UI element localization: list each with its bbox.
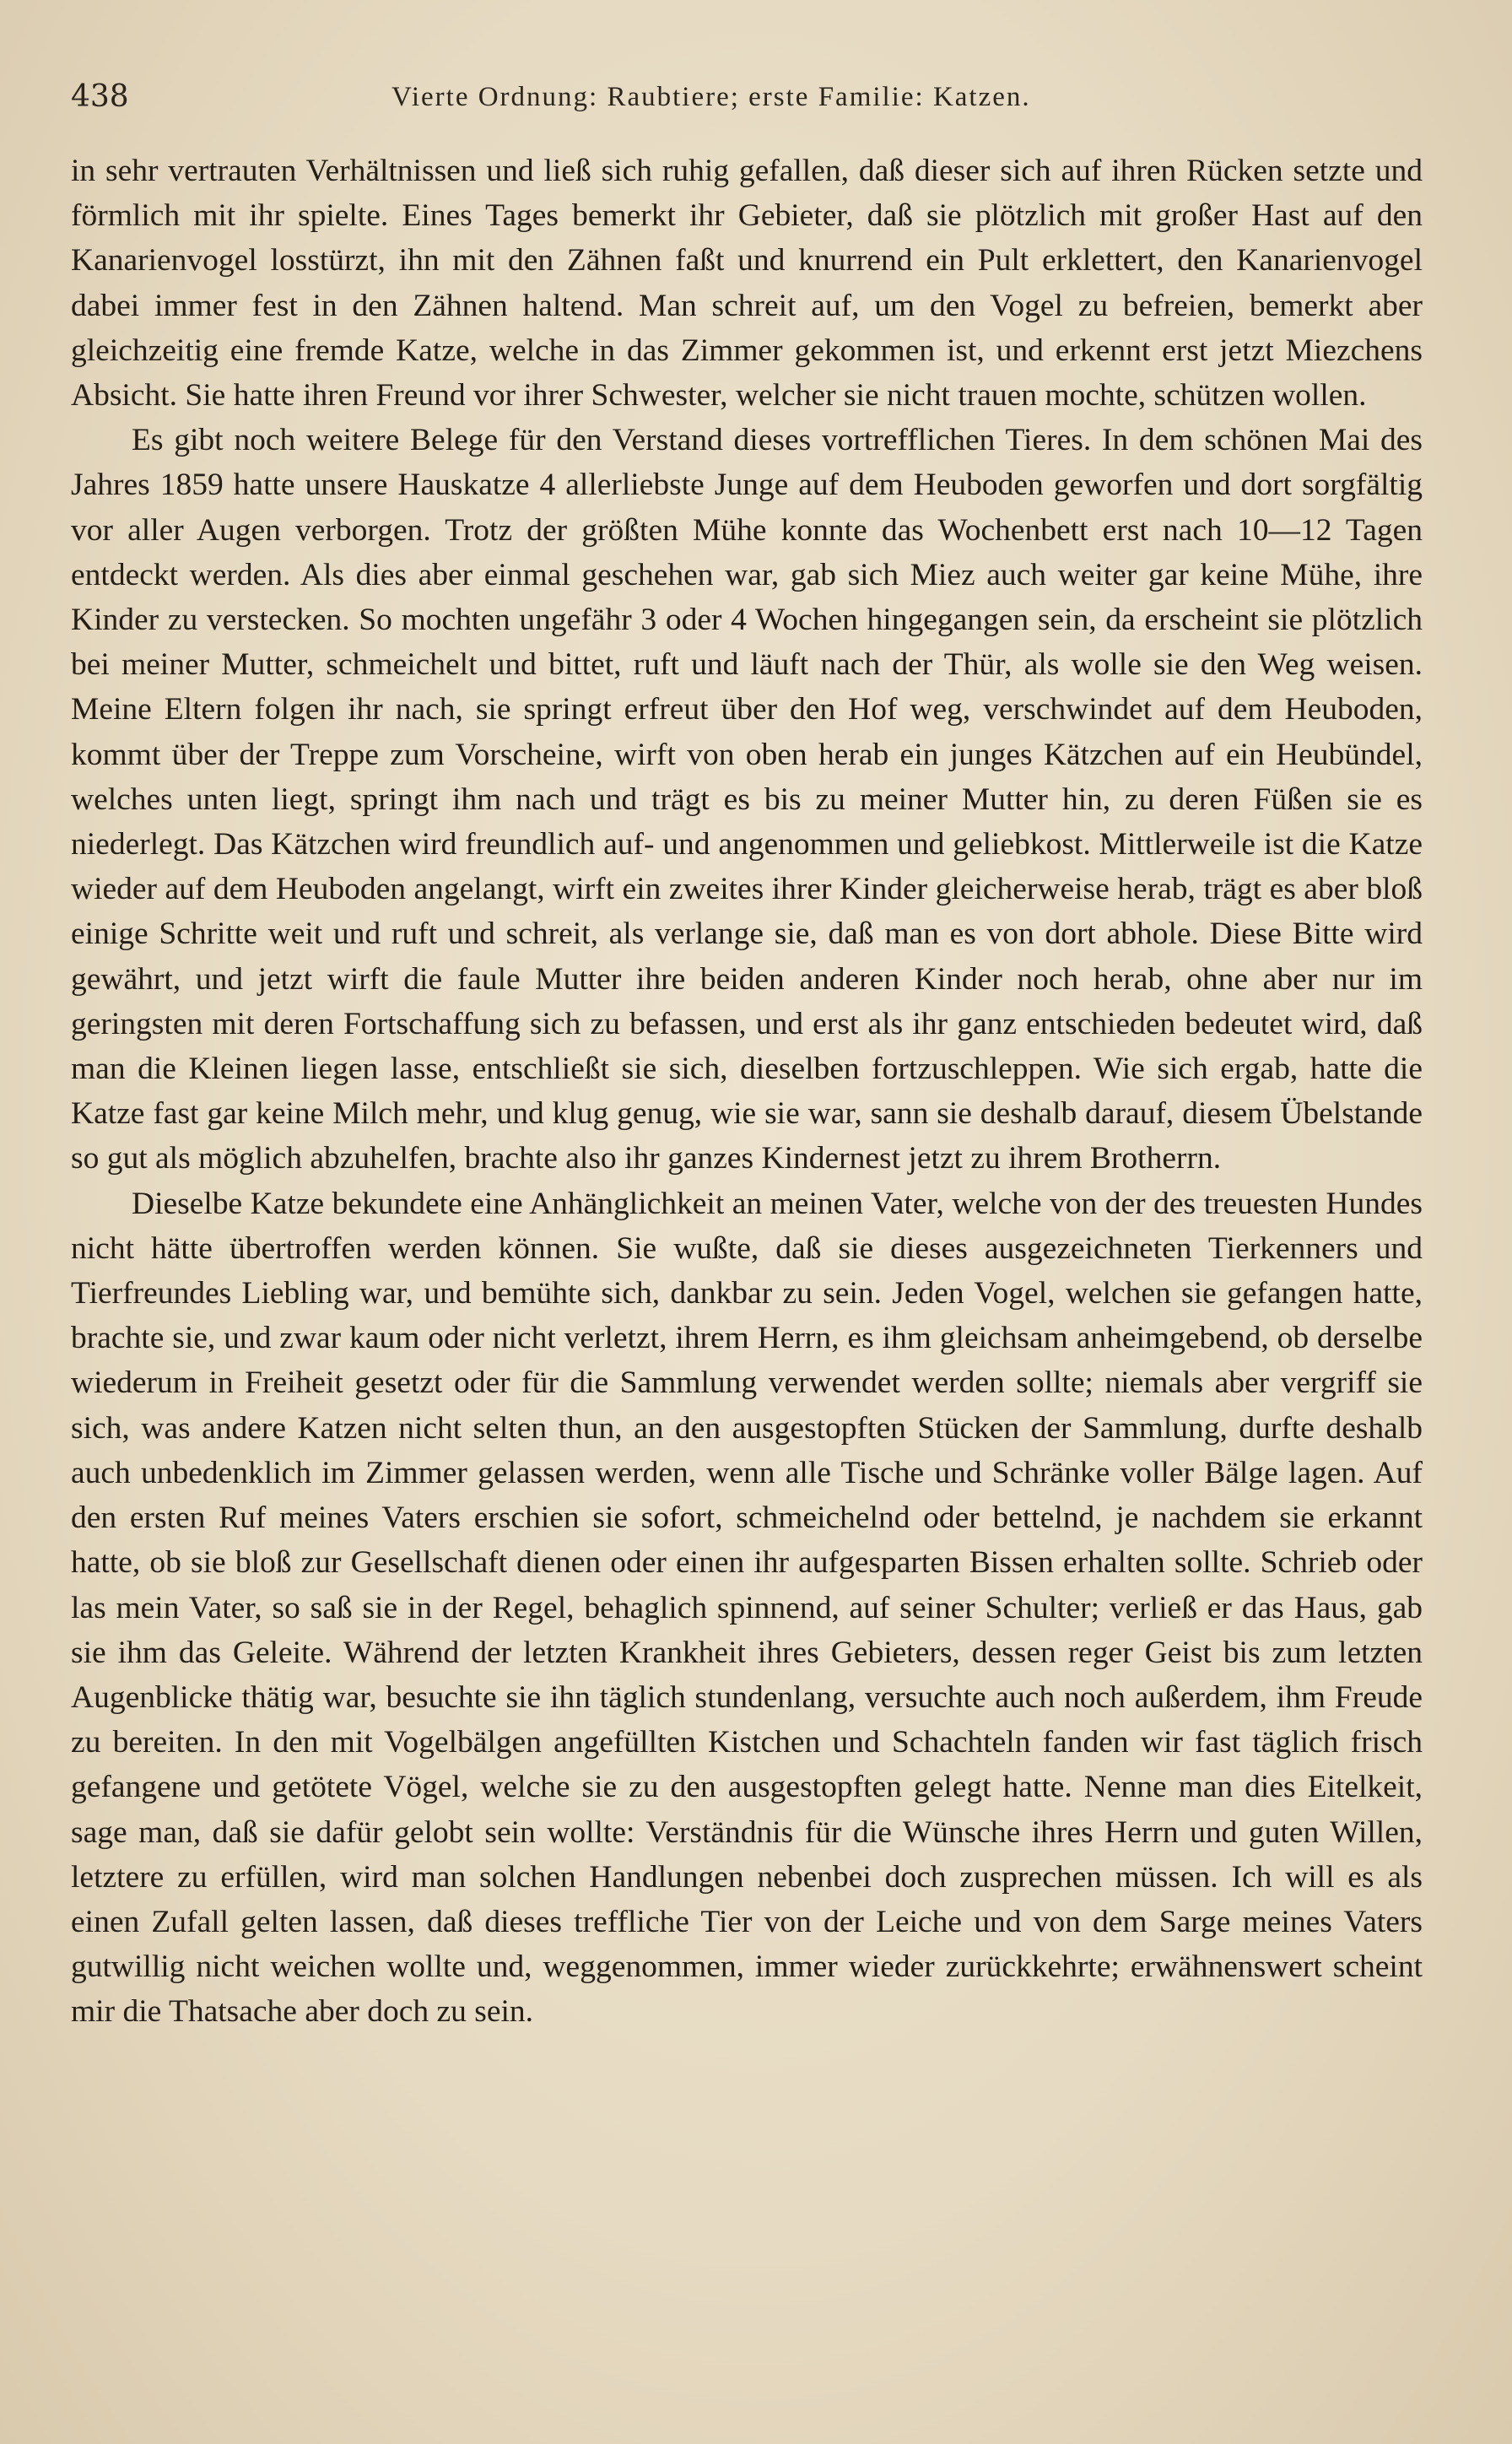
- running-title: Vierte Ordnung: Raubtiere; erste Familie: Katzen.: [392, 82, 1031, 112]
- paragraph-2: Es gibt noch weitere Belege für den Verstand dieses vortrefflichen Tieres. In dem schönen Mai des Jahres 1859 hatte unsere Hauskatze 4 allerliebste Junge auf dem Heuboden geworfen und dort sorgfältig vor aller Augen verborgen. Trotz der größten Mühe konnte das Wochenbett erst nach 10—12 Tagen entdeckt werden. Als dies aber einmal geschehen war, gab sich Miez auch weiter gar keine Mühe, ihre Kinder zu verstecken. So mochten ungefähr 3 oder 4 Wochen hingegangen sein, da erscheint sie plötzlich bei meiner Mutter, schmeichelt und bittet, ruft und läuft nach der Thür, als wolle sie den Weg weisen. Meine Eltern folgen ihr nach, sie springt erfreut über den Hof weg, verschwindet auf dem Heuboden, kommt über der Treppe zum Vorscheine, wirft von oben herab ein junges Kätzchen auf ein Heubündel, welches unten liegt, springt ihm nach und trägt es bis zu meiner Mutter hin, zu deren Füßen sie es niederlegt. Das Kätzchen wird freundlich auf- und angenommen und geliebkost. Mittlerweile ist die Katze wieder auf dem Heuboden angelangt, wirft ein zweites ihrer Kinder gleicherweise herab, trägt es aber bloß einige Schritte weit und ruft und schreit, als verlange sie, daß man es von dort abhole. Diese Bitte wird gewährt, und jetzt wirft die faule Mutter ihre beiden anderen Kinder noch herab, ohne aber nur im geringsten mit deren Fortschaffung sich zu befassen, und erst als ihr ganz entschieden bedeutet wird, daß man die Kleinen liegen lasse, entschließt sie sich, dieselben fortzuschleppen. Wie sich ergab, hatte die Katze fast gar keine Milch mehr, und klug genug, wie sie war, sann sie deshalb darauf, diesem Übelstande so gut als möglich abzuhelfen, brachte also ihr ganzes Kindernest jetzt zu ihrem Brotherrn.: [71, 423, 1423, 1176]
- body-text: [71, 149, 1423, 2035]
- paragraph-1: in sehr vertrauten Verhältnissen und ließ sich ruhig gefallen, daß dieser sich auf ihren Rücken setzte und förmlich mit ihr spielte. Eines Tages bemerkt ihr Gebieter, daß sie plötzlich mit großer Hast auf den Kanarienvogel losstürzt, ihn mit den Zähnen faßt und knurrend ein Pult erklettert, den Kanarienvogel dabei immer fest in den Zähnen haltend. Man schreit auf, um den Vogel zu befreien, bemerkt aber gleichzeitig eine fremde Katze, welche in das Zimmer gekommen ist, und erkennt erst jetzt Miezchens Absicht. Sie hatte ihren Freund vor ihrer Schwester, welcher sie nicht trauen mochte, schützen wollen.: [71, 154, 1423, 414]
- paragraph-3: Dieselbe Katze bekundete eine Anhänglichkeit an meinen Vater, welche von der des treuesten Hundes nicht hätte übertroffen werden können. Sie wußte, daß sie dieses ausgezeichneten Tierkenners und Tierfreundes Liebling war, und bemühte sich, dankbar zu sein. Jeden Vogel, welchen sie gefangen hatte, brachte sie, und zwar kaum oder nicht verletzt, ihrem Herrn, es ihm gleichsam anheimgebend, ob derselbe wiederum in Freiheit gesetzt oder für die Sammlung verwendet werden sollte; niemals aber vergriff sie sich, was andere Katzen nicht selten thun, an den ausgestopften Stücken der Sammlung, durfte deshalb auch unbedenklich im Zimmer gelassen werden, wenn alle Tische und Schränke voller Bälge lagen. Auf den ersten Ruf meines Vaters erschien sie sofort, schmeichelnd oder bettelnd, je nachdem sie erkannt hatte, ob sie bloß zur Gesellschaft dienen oder einen ihr aufgesparten Bissen erhalten sollte. Schrieb oder las mein Vater, so saß sie in der Regel, behaglich spinnend, auf seiner Schulter; verließ er das Haus, gab sie ihm das Geleite. Während der letzten Krankheit ihres Gebieters, dessen reger Geist bis zum letzten Augenblicke thätig war, besuchte sie ihn täglich stundenlang, versuchte auch noch außerdem, ihm Freude zu bereiten. In den mit Vogelbälgen angefüllten Kistchen und Schachteln fanden wir fast täglich frisch gefangene und getötete Vögel, welche sie zu den ausgestopften gelegt hatte. Nenne man dies Eitelkeit, sage man, daß sie dafür gelobt sein wollte: Verständnis für die Wünsche ihres Herrn und guten Willen, letztere zu erfüllen, wird man solchen Handlungen nebenbei doch zusprechen müssen. Ich will es als einen Zufall gelten lassen, daß dieses treffliche Tier von der Leiche und von dem Sarge meines Vaters gutwillig nicht weichen wollte und, weggenommen, immer wieder zurückkehrte; erwähnenswert scheint mir die Thatsache aber doch zu sein.: [71, 1186, 1423, 2030]
- page-header: [71, 78, 1421, 120]
- page-number: 438: [71, 79, 129, 114]
